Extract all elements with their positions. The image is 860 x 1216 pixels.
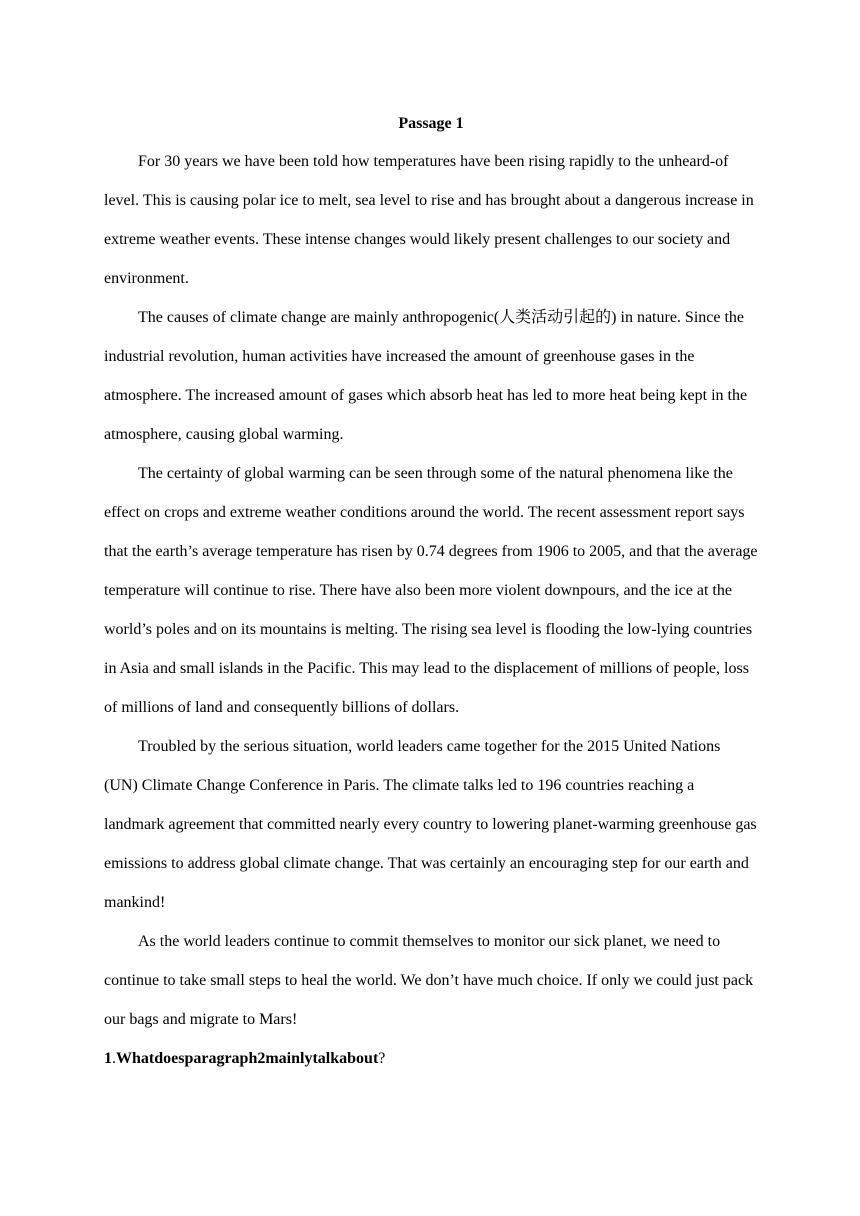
question-mark: ?	[378, 1050, 386, 1067]
question-1	[104, 1039, 758, 1078]
paragraph-5: As the world leaders continue to commit themselves to monitor our sick planet, we need to continue to take small steps to heal the world. We don’t have much choice. If only we could just pack our bags and migrate to Mars!	[104, 933, 754, 1028]
document-page	[104, 108, 758, 1078]
question-text: Whatdoesparagraph2mainlytalkabout	[116, 1050, 379, 1067]
paragraph-3: The certainty of global warming can be seen through some of the natural phenomena like the effect on crops and extreme weather conditions around the world. The recent assessment report says that the earth’s average temperature has risen by 0.74 degrees from 1906 to 2005, and that the average temperature will continue to rise. There have also been more violent downpours, and the ice at the world’s poles and on its mountains is melting. The rising sea level is flooding the low-lying countries in Asia and small islands in the Pacific. This may lead to the displacement of millions of people, loss of millions of land and consequently billions of dollars.	[104, 465, 758, 716]
question-dot: .	[112, 1050, 116, 1067]
paragraph-1: For 30 years we have been told how temperatures have been rising rapidly to the unheard-of level. This is causing polar ice to melt, sea level to rise and has brought about a dangerous increase in extreme weather events. These intense changes would likely present challenges to our society and environment.	[104, 153, 754, 287]
passage-title: Passage 1	[398, 115, 464, 132]
paragraph-2: The causes of climate change are mainly anthropogenic(人类活动引起的) in nature. Since the industrial revolution, human activities have increased the amount of greenhouse gases in the atmosphere. The increased amount of gases which absorb heat has led to more heat being kept in the atmosphere, causing global warming.	[104, 309, 748, 443]
paragraph-4: Troubled by the serious situation, world leaders came together for the 2015 United Nations (UN) Climate Change Conference in Paris. The climate talks led to 196 countries reaching a landmark agreement that committed nearly every country to lowering planet-warming greenhouse gas emissions to address global climate change. That was certainly an encouraging step for our earth and mankind!	[104, 738, 757, 911]
question-number: 1	[104, 1050, 112, 1067]
